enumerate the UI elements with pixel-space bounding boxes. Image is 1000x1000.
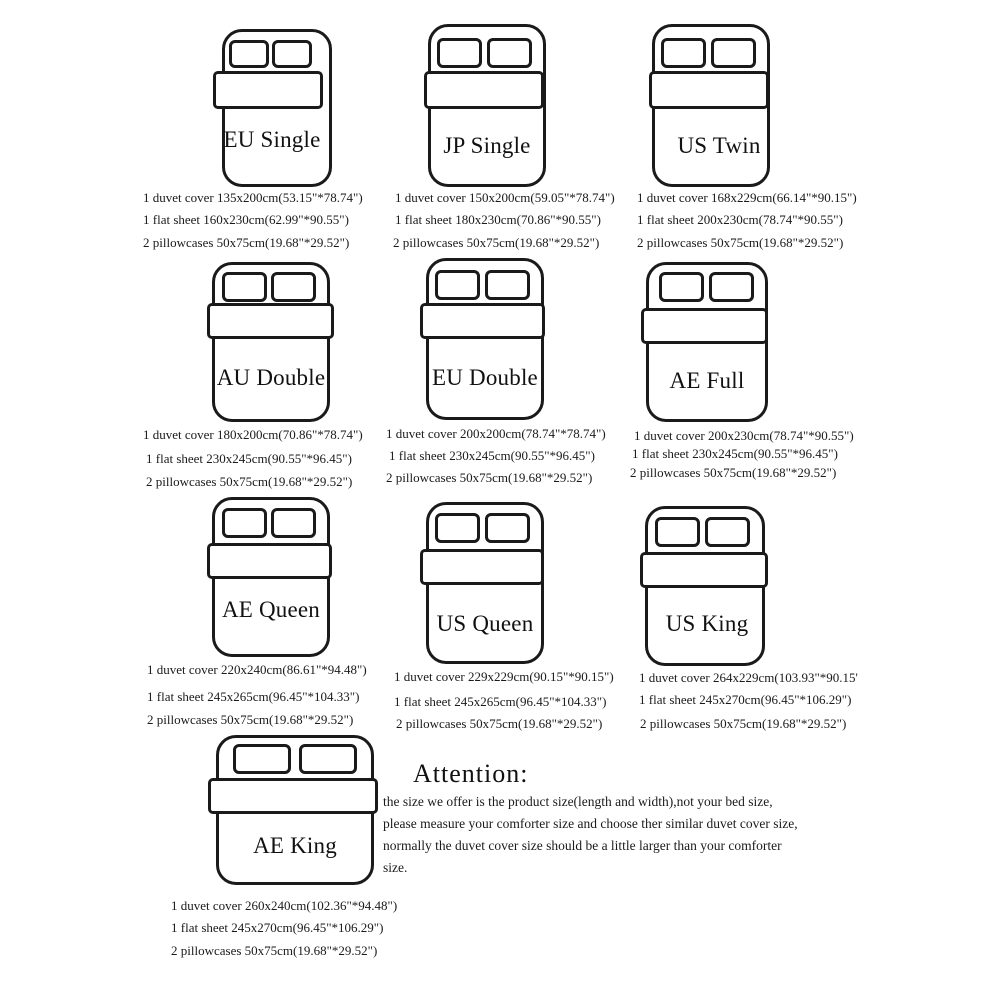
pillow-icon	[487, 38, 532, 68]
spec-duvet-cover: 1 duvet cover 264x229cm(103.93"*90.15'	[639, 670, 858, 685]
attention-line: please measure your comforter size and choose ther similar duvet cover size,	[383, 816, 798, 831]
spec-pillowcases: 2 pillowcases 50x75cm(19.68"*29.52")	[637, 235, 844, 250]
pillow-icon	[711, 38, 756, 68]
spec-duvet-cover: 1 duvet cover 200x230cm(78.74"*90.55")	[634, 428, 854, 443]
pillow-icon	[435, 270, 480, 300]
pillow-icon	[485, 270, 530, 300]
spec-pillowcases: 2 pillowcases 50x75cm(19.68"*29.52")	[146, 474, 353, 489]
spec-duvet-cover: 1 duvet cover 135x200cm(53.15"*78.74")	[143, 190, 363, 205]
duvet-edge-icon	[210, 319, 331, 339]
duvet-edge-icon	[210, 559, 329, 579]
bed-label: AE King	[253, 833, 337, 858]
duvet-fold-icon	[420, 303, 545, 339]
pillow-icon	[705, 517, 750, 547]
duvet-fold-icon	[420, 549, 544, 585]
attention-title: Attention:	[413, 759, 529, 788]
bed-label: US King	[665, 611, 749, 636]
bed-label: EU Single	[223, 127, 321, 152]
pillow-icon	[272, 40, 312, 68]
duvet-fold-icon	[208, 778, 378, 814]
spec-flat-sheet: 1 flat sheet 245x270cm(96.45"*106.29")	[171, 920, 384, 935]
spec-duvet-cover: 1 duvet cover 150x200cm(59.05"*78.74")	[395, 190, 615, 205]
bed-label: AE Queen	[221, 597, 321, 622]
bed-label: US Queen	[436, 611, 534, 636]
duvet-fold-icon	[207, 543, 332, 579]
spec-pillowcases: 2 pillowcases 50x75cm(19.68"*29.52")	[393, 235, 600, 250]
duvet-edge-icon	[643, 568, 765, 588]
spec-flat-sheet: 1 flat sheet 245x265cm(96.45"*104.33")	[147, 689, 360, 704]
pillow-icon	[659, 272, 704, 302]
pillow-icon	[299, 744, 357, 774]
duvet-fold-icon	[424, 71, 544, 109]
pillow-icon	[271, 272, 316, 302]
spec-duvet-cover: 1 duvet cover 220x240cm(86.61"*94.48")	[147, 662, 367, 677]
pillow-icon	[437, 38, 482, 68]
duvet-fold-icon	[207, 303, 334, 339]
spec-flat-sheet: 1 flat sheet 160x230cm(62.99"*90.55")	[143, 212, 349, 227]
spec-flat-sheet: 1 flat sheet 245x265cm(96.45"*104.33")	[394, 694, 607, 709]
pillow-icon	[229, 40, 269, 68]
duvet-fold-icon	[649, 71, 769, 109]
spec-duvet-cover: 1 duvet cover 200x200cm(78.74"*78.74")	[386, 426, 606, 441]
bed-label: JP Single	[443, 133, 531, 158]
duvet-edge-icon	[216, 89, 320, 109]
pillow-icon	[222, 272, 267, 302]
pillow-icon	[709, 272, 754, 302]
spec-pillowcases: 2 pillowcases 50x75cm(19.68"*29.52")	[143, 235, 350, 250]
pillow-icon	[655, 517, 700, 547]
attention-line: size.	[383, 860, 408, 875]
duvet-edge-icon	[211, 794, 375, 814]
duvet-edge-icon	[652, 89, 766, 109]
pillow-icon	[485, 513, 530, 543]
bed-label: AE Full	[669, 368, 745, 393]
duvet-fold-icon	[641, 308, 768, 344]
pillow-icon	[435, 513, 480, 543]
duvet-edge-icon	[423, 319, 542, 339]
spec-pillowcases: 2 pillowcases 50x75cm(19.68"*29.52")	[147, 712, 354, 727]
duvet-edge-icon	[423, 565, 541, 585]
spec-pillowcases: 2 pillowcases 50x75cm(19.68"*29.52")	[386, 470, 593, 485]
spec-flat-sheet: 1 flat sheet 230x245cm(90.55"*96.45")	[389, 448, 595, 463]
bed-label: AU Double	[216, 365, 326, 390]
duvet-edge-icon	[427, 89, 541, 109]
pillow-icon	[661, 38, 706, 68]
spec-flat-sheet: 1 flat sheet 245x270cm(96.45"*106.29")	[639, 692, 852, 707]
spec-duvet-cover: 1 duvet cover 168x229cm(66.14"*90.15")	[637, 190, 857, 205]
spec-flat-sheet: 1 flat sheet 230x245cm(90.55"*96.45")	[146, 451, 352, 466]
spec-pillowcases: 2 pillowcases 50x75cm(19.68"*29.52")	[640, 716, 847, 731]
pillow-icon	[233, 744, 291, 774]
spec-duvet-cover: 1 duvet cover 229x229cm(90.15"*90.15")	[394, 669, 614, 684]
attention-line: the size we offer is the product size(length and width),not your bed size,	[383, 794, 773, 809]
bed-label: US Twin	[677, 133, 761, 158]
spec-duvet-cover: 1 duvet cover 180x200cm(70.86"*78.74")	[143, 427, 363, 442]
pillow-icon	[271, 508, 316, 538]
spec-pillowcases: 2 pillowcases 50x75cm(19.68"*29.52")	[396, 716, 603, 731]
bed-label: EU Double	[432, 365, 538, 390]
spec-flat-sheet: 1 flat sheet 230x245cm(90.55"*96.45")	[632, 446, 838, 461]
spec-pillowcases: 2 pillowcases 50x75cm(19.68"*29.52")	[171, 943, 378, 958]
pillow-icon	[222, 508, 267, 538]
spec-flat-sheet: 1 flat sheet 200x230cm(78.74"*90.55")	[637, 212, 843, 227]
duvet-fold-icon	[640, 552, 768, 588]
spec-flat-sheet: 1 flat sheet 180x230cm(70.86"*90.55")	[395, 212, 601, 227]
duvet-edge-icon	[644, 324, 765, 344]
duvet-fold-icon	[213, 71, 323, 109]
attention-line: normally the duvet cover size should be a little larger than your comforter	[383, 838, 782, 853]
spec-duvet-cover: 1 duvet cover 260x240cm(102.36"*94.48")	[171, 898, 398, 913]
attention-note	[383, 791, 888, 879]
spec-pillowcases: 2 pillowcases 50x75cm(19.68"*29.52")	[630, 465, 837, 480]
